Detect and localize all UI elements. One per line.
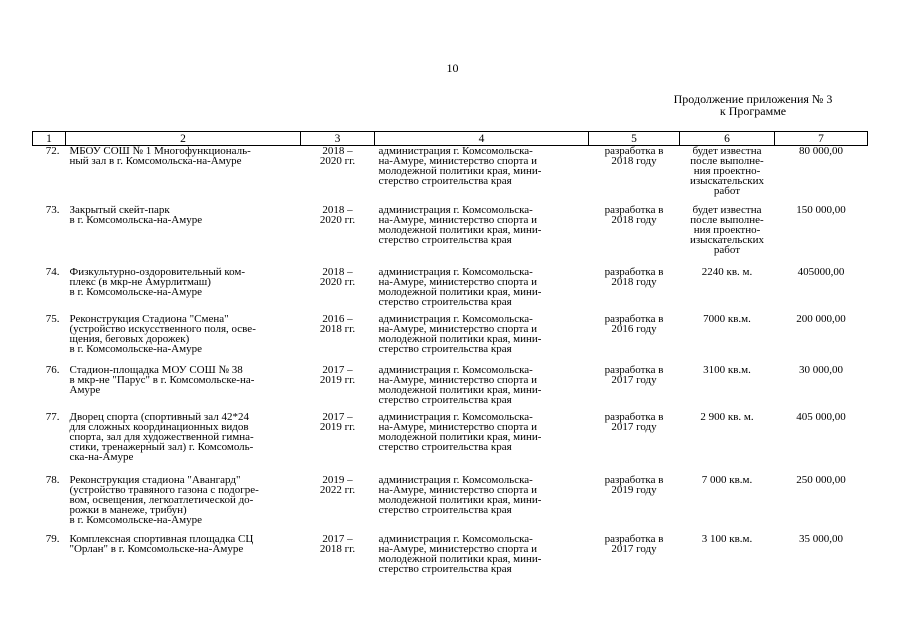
executor-line: молодежной политики края, мини-: [378, 286, 542, 298]
design-stage-line: 2017 году: [611, 421, 657, 433]
row-number-cell: 79.: [45, 533, 60, 545]
executor-line: на-Амуре, министерство спорта и: [378, 484, 538, 496]
object-name-line: стики, тренажерный зал) г. Комсомоль-: [69, 441, 254, 453]
executor-line: стерство строительства края: [378, 296, 512, 308]
design-stage-line: 2018 году: [611, 155, 657, 167]
object-name-cell: [66, 267, 301, 314]
executor-line: стерство строительства края: [378, 394, 512, 406]
table-row: [33, 412, 868, 475]
object-name-line: плекс (в мкр-не Амурлитмаш): [69, 276, 211, 288]
table-row: [33, 267, 868, 314]
design-stage-line: 2019 году: [611, 484, 657, 496]
capacity-line: 2 900 кв. м.: [700, 411, 754, 423]
table-header-row: [33, 132, 868, 146]
capacity-line: будет известна: [692, 145, 762, 157]
executor-cell: [375, 534, 589, 584]
executor-line: молодежной политики края, мини-: [378, 431, 542, 443]
cost-cell: 80 000,00: [799, 145, 843, 157]
row-number-cell: 72.: [45, 145, 60, 157]
years-cell: [301, 365, 375, 412]
capacity-cell: [680, 267, 775, 314]
header-cell: 6: [680, 132, 775, 146]
executor-line: администрация г. Комсомольска-: [378, 313, 533, 325]
design-stage-cell: [589, 412, 680, 475]
object-name-line: ска-на-Амуре: [69, 451, 134, 463]
years-line: 2017 –: [322, 411, 353, 423]
object-name-cell: [66, 412, 301, 475]
design-stage-cell: [589, 267, 680, 314]
table-row: [33, 475, 868, 534]
capacity-cell: [680, 412, 775, 475]
capacity-line: 2240 кв. м.: [701, 266, 753, 278]
capacity-cell: [680, 205, 775, 267]
executor-line: на-Амуре, министерство спорта и: [378, 214, 538, 226]
years-line: 2019 гг.: [319, 374, 356, 386]
row-number-cell: 76.: [45, 364, 60, 376]
cost-cell: 35 000,00: [799, 533, 843, 545]
executor-line: администрация г. Комсомольска-: [378, 145, 533, 157]
object-name-line: в г. Комсомольска-на-Амуре: [69, 214, 203, 226]
capacity-line: 3100 кв.м.: [703, 364, 751, 376]
cost-cell: 150 000,00: [796, 204, 846, 216]
capacity-line: ния проектно-: [693, 165, 761, 177]
capacity-cell: [680, 146, 775, 206]
years-line: 2019 гг.: [319, 421, 356, 433]
row-number-cell: 73.: [45, 204, 60, 216]
executor-line: молодежной политики края, мини-: [378, 333, 542, 345]
design-stage-line: разработка в: [604, 145, 664, 157]
years-line: 2018 гг.: [319, 543, 356, 555]
object-name-line: в г. Комсомольске-на-Амуре: [69, 514, 202, 526]
executor-cell: [375, 146, 589, 206]
header-cell: 3: [301, 132, 375, 146]
appendix-caption: [640, 93, 866, 117]
header-cell: 4: [375, 132, 589, 146]
capacity-line: после выполне-: [690, 214, 764, 226]
object-name-line: "Орлан" в г. Комсомольске-на-Амуре: [69, 543, 244, 555]
capacity-line: изыскательских: [689, 234, 765, 246]
cost-cell: 30 000,00: [799, 364, 843, 376]
executor-line: молодежной политики края, мини-: [378, 494, 542, 506]
table-row: [33, 146, 868, 206]
executor-line: администрация г. Комсомольска-: [378, 474, 533, 486]
executor-line: молодежной политики края, мини-: [378, 165, 542, 177]
capacity-line: работ: [713, 185, 741, 197]
years-line: 2018 гг.: [319, 323, 356, 335]
executor-cell: [375, 267, 589, 314]
executor-line: на-Амуре, министерство спорта и: [378, 543, 538, 555]
object-name-line: вом, освещения, легкоатлетической до-: [69, 494, 254, 506]
years-line: 2017 –: [322, 364, 353, 376]
executor-line: стерство строительства края: [378, 343, 512, 355]
object-name-line: Стадион-площадка МОУ СОШ № 38: [69, 364, 243, 376]
object-name-line: для сложных координационных видов: [69, 421, 249, 433]
cost-cell: 250 000,00: [796, 474, 846, 486]
executor-cell: [375, 365, 589, 412]
design-stage-cell: [589, 365, 680, 412]
object-name-line: Физкультурно-оздоровительный ком-: [69, 266, 246, 278]
object-name-line: в г. Комсомольске-на-Амуре: [69, 343, 202, 355]
capacity-cell: [680, 475, 775, 534]
executor-line: на-Амуре, министерство спорта и: [378, 323, 538, 335]
executor-line: стерство строительства края: [378, 563, 512, 575]
table-row: [33, 534, 868, 584]
design-stage-line: 2017 году: [611, 374, 657, 386]
years-line: 2020 гг.: [319, 214, 356, 226]
design-stage-line: 2018 году: [611, 214, 657, 226]
header-cell: 2: [66, 132, 301, 146]
capacity-cell: [680, 314, 775, 365]
design-stage-line: разработка в: [604, 313, 664, 325]
appendix-caption-line2: к Программе: [719, 104, 787, 118]
design-stage-cell: [589, 205, 680, 267]
capacity-line: будет известна: [692, 204, 762, 216]
capacity-line: 3 100 кв.м.: [701, 533, 753, 545]
object-name-cell: [66, 365, 301, 412]
object-name-line: (устройство искусственного поля, осве-: [69, 323, 256, 335]
executor-line: администрация г. Комсомольска-: [378, 266, 533, 278]
object-name-line: в мкр-не "Парус" в г. Комсомольске-на-: [69, 374, 255, 386]
object-name-line: МБОУ СОШ № 1 Многофункциональ-: [69, 145, 251, 157]
object-name-line: Закрытый скейт-парк: [69, 204, 170, 216]
executor-line: на-Амуре, министерство спорта и: [378, 421, 538, 433]
executor-line: стерство строительства края: [378, 504, 512, 516]
cost-cell: 405 000,00: [796, 411, 846, 423]
design-stage-line: разработка в: [604, 411, 664, 423]
table-row: [33, 205, 868, 267]
header-cell: 7: [775, 132, 868, 146]
object-name-line: в г. Комсомольске-на-Амуре: [69, 286, 202, 298]
design-stage-cell: [589, 534, 680, 584]
executor-cell: [375, 475, 589, 534]
row-number-cell: 75.: [45, 313, 60, 325]
design-stage-line: разработка в: [604, 533, 664, 545]
design-stage-cell: [589, 475, 680, 534]
executor-line: молодежной политики края, мини-: [378, 384, 542, 396]
capacity-cell: [680, 534, 775, 584]
capacity-line: изыскательских: [689, 175, 765, 187]
row-number-cell: 74.: [45, 266, 60, 278]
object-name-line: щения, беговых дорожек): [69, 333, 190, 345]
object-name-line: (устройство травяного газона с подогре-: [69, 484, 259, 496]
row-number-cell: 78.: [45, 474, 60, 486]
header-cell: 1: [33, 132, 66, 146]
years-cell: [301, 534, 375, 584]
design-stage-line: 2016 году: [611, 323, 657, 335]
table-row: [33, 314, 868, 365]
object-name-line: рожки в манеже, трибун): [69, 504, 187, 516]
object-name-cell: [66, 475, 301, 534]
design-stage-cell: [589, 146, 680, 206]
capacity-cell: [680, 365, 775, 412]
object-name-line: Реконструкция Стадиона "Смена": [69, 313, 229, 325]
object-name-line: Дворец спорта (спортивный зал 42*24: [69, 411, 249, 423]
years-line: 2020 гг.: [319, 155, 356, 167]
executor-line: на-Амуре, министерство спорта и: [378, 276, 538, 288]
design-stage-line: 2018 году: [611, 276, 657, 288]
executor-line: стерство строительства края: [378, 441, 512, 453]
program-table: [32, 131, 868, 584]
capacity-line: 7 000 кв.м.: [701, 474, 753, 486]
object-name-line: Реконструкция стадиона "Авангард": [69, 474, 241, 486]
appendix-caption-line1: Продолжение приложения № 3: [673, 92, 833, 106]
executor-line: администрация г. Комсомольска-: [378, 411, 533, 423]
object-name-line: Амуре: [69, 384, 101, 396]
years-line: 2019 –: [322, 474, 353, 486]
design-stage-line: разработка в: [604, 474, 664, 486]
design-stage-line: 2017 году: [611, 543, 657, 555]
executor-line: администрация г. Комсомольска-: [378, 533, 533, 545]
executor-line: молодежной политики края, мини-: [378, 224, 542, 236]
object-name-cell: [66, 534, 301, 584]
executor-cell: [375, 205, 589, 267]
object-name-line: ный зал в г. Комсомольска-на-Амуре: [69, 155, 242, 167]
design-stage-line: разработка в: [604, 204, 664, 216]
years-line: 2018 –: [322, 145, 353, 157]
executor-cell: [375, 314, 589, 365]
design-stage-line: разработка в: [604, 266, 664, 278]
years-cell: [301, 146, 375, 206]
table-row: [33, 365, 868, 412]
object-name-line: спорта, зал для художественной гимна-: [69, 431, 254, 443]
executor-line: на-Амуре, министерство спорта и: [378, 374, 538, 386]
executor-cell: [375, 412, 589, 475]
design-stage-cell: [589, 314, 680, 365]
cost-cell: 200 000,00: [796, 313, 846, 325]
executor-line: стерство строительства края: [378, 175, 512, 187]
object-name-cell: [66, 146, 301, 206]
executor-line: администрация г. Комсомольска-: [378, 204, 533, 216]
row-number-cell: 77.: [45, 411, 60, 423]
capacity-line: ния проектно-: [693, 224, 761, 236]
years-cell: [301, 267, 375, 314]
object-name-line: Комплексная спортивная площадка СЦ: [69, 533, 254, 545]
capacity-line: 7000 кв.м.: [703, 313, 751, 325]
years-line: 2017 –: [322, 533, 353, 545]
capacity-line: после выполне-: [690, 155, 764, 167]
cost-cell: 405000,00: [797, 266, 845, 278]
executor-line: администрация г. Комсомольска-: [378, 364, 533, 376]
capacity-line: работ: [713, 244, 741, 256]
years-cell: [301, 205, 375, 267]
years-line: 2018 –: [322, 204, 353, 216]
executor-line: молодежной политики края, мини-: [378, 553, 542, 565]
years-cell: [301, 314, 375, 365]
years-line: 2020 гг.: [319, 276, 356, 288]
years-line: 2022 гг.: [319, 484, 356, 496]
years-line: 2018 –: [322, 266, 353, 278]
object-name-cell: [66, 314, 301, 365]
years-cell: [301, 475, 375, 534]
object-name-cell: [66, 205, 301, 267]
executor-line: на-Амуре, министерство спорта и: [378, 155, 538, 167]
years-line: 2016 –: [322, 313, 353, 325]
header-cell: 5: [589, 132, 680, 146]
design-stage-line: разработка в: [604, 364, 664, 376]
executor-line: стерство строительства края: [378, 234, 512, 246]
page-number: 10: [446, 61, 459, 75]
years-cell: [301, 412, 375, 475]
